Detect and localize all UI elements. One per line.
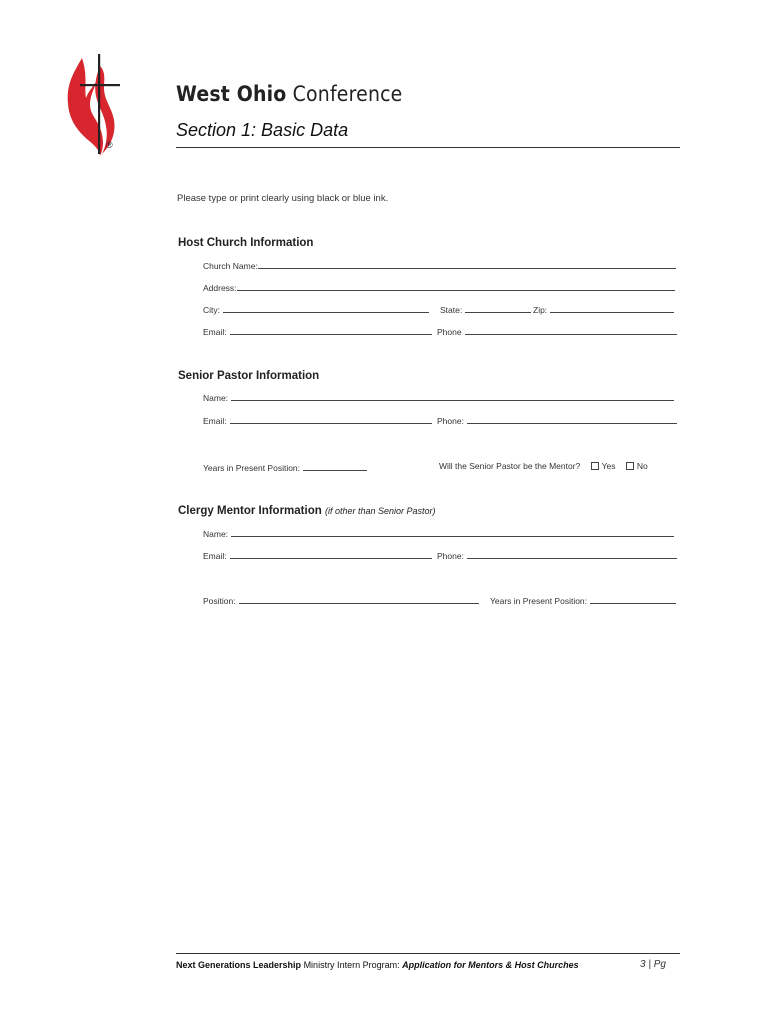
pastor-name-field[interactable] [203, 391, 674, 403]
yes-label: Yes [601, 461, 616, 471]
instructions-text: Please type or print clearly using black or blue ink. [177, 193, 389, 204]
mentor-phone-input-line[interactable] [467, 549, 677, 559]
host-church-heading: Host Church Information [178, 237, 314, 249]
church-phone-field[interactable] [437, 325, 677, 337]
address-field[interactable] [203, 281, 675, 293]
city-input-line[interactable] [223, 303, 429, 313]
registered-mark: ® [106, 140, 113, 150]
footer-program-plain: Ministry Intern Program: [303, 960, 400, 970]
cross-and-flame-icon [60, 52, 126, 156]
city-label: City: [203, 305, 220, 315]
church-phone-label: Phone [437, 327, 462, 337]
mentor-years-label: Years in Present Position: [490, 596, 588, 606]
mentor-name-label: Name: [203, 529, 229, 539]
pastor-phone-input-line[interactable] [467, 414, 677, 424]
zip-label: Zip: [533, 305, 548, 315]
organization-name [176, 82, 402, 106]
church-email-label: Email: [203, 327, 227, 337]
church-name-input-line[interactable] [258, 259, 676, 269]
mentor-question [439, 461, 648, 471]
pastor-phone-field[interactable] [437, 414, 677, 426]
mentor-email-input-line[interactable] [230, 549, 432, 559]
pastor-years-label: Years in Present Position: [203, 463, 301, 473]
pastor-years-input-line[interactable] [303, 461, 367, 471]
state-field[interactable] [440, 303, 531, 315]
state-input-line[interactable] [465, 303, 531, 313]
mentor-position-label: Position: [203, 596, 236, 606]
pastor-years-field[interactable] [203, 461, 367, 473]
mentor-phone-label: Phone: [437, 551, 464, 561]
no-checkbox[interactable] [626, 462, 634, 470]
no-label: No [636, 461, 648, 471]
pastor-email-field[interactable] [203, 414, 432, 426]
mentor-phone-field[interactable] [437, 549, 677, 561]
footer-program-bold: Next Generations Leadership [176, 960, 302, 970]
clergy-mentor-heading [178, 505, 436, 517]
pastor-phone-label: Phone: [437, 416, 464, 426]
city-field[interactable] [203, 303, 429, 315]
mentor-position-field[interactable] [203, 594, 479, 606]
mentor-name-input-line[interactable] [231, 527, 674, 537]
page-number: 3 | Pg [640, 959, 666, 970]
church-phone-input-line[interactable] [465, 325, 677, 335]
pastor-email-label: Email: [203, 416, 227, 426]
pastor-email-input-line[interactable] [230, 414, 432, 424]
zip-input-line[interactable] [550, 303, 674, 313]
footer-divider [176, 953, 680, 954]
title-divider [176, 147, 680, 148]
state-label: State: [440, 305, 463, 315]
organization-name-rest: Conference [292, 82, 403, 106]
mentor-years-field[interactable] [490, 594, 676, 606]
footer-program [176, 960, 579, 970]
footer-program-italic: Application for Mentors & Host Churches [402, 960, 579, 970]
address-input-line[interactable] [237, 281, 675, 291]
church-email-input-line[interactable] [230, 325, 432, 335]
church-name-field[interactable] [203, 259, 676, 271]
senior-pastor-heading: Senior Pastor Information [178, 370, 320, 382]
church-email-field[interactable] [203, 325, 432, 337]
mentor-email-field[interactable] [203, 549, 432, 561]
mentor-question-label: Will the Senior Pastor be the Mentor? [439, 461, 581, 471]
mentor-email-label: Email: [203, 551, 227, 561]
yes-checkbox[interactable] [591, 462, 599, 470]
pastor-name-input-line[interactable] [231, 391, 674, 401]
pastor-name-label: Name: [203, 393, 229, 403]
mentor-name-field[interactable] [203, 527, 674, 539]
mentor-years-input-line[interactable] [590, 594, 676, 604]
mentor-position-input-line[interactable] [239, 594, 479, 604]
section-title: Section 1: Basic Data [176, 120, 349, 140]
clergy-mentor-heading-text: Clergy Mentor Information [178, 505, 322, 517]
clergy-mentor-heading-note: (if other than Senior Pastor) [324, 506, 436, 516]
address-label: Address: [203, 283, 237, 293]
organization-name-bold: West Ohio [176, 82, 287, 106]
church-name-label: Church Name: [203, 261, 258, 271]
zip-field[interactable] [533, 303, 674, 315]
